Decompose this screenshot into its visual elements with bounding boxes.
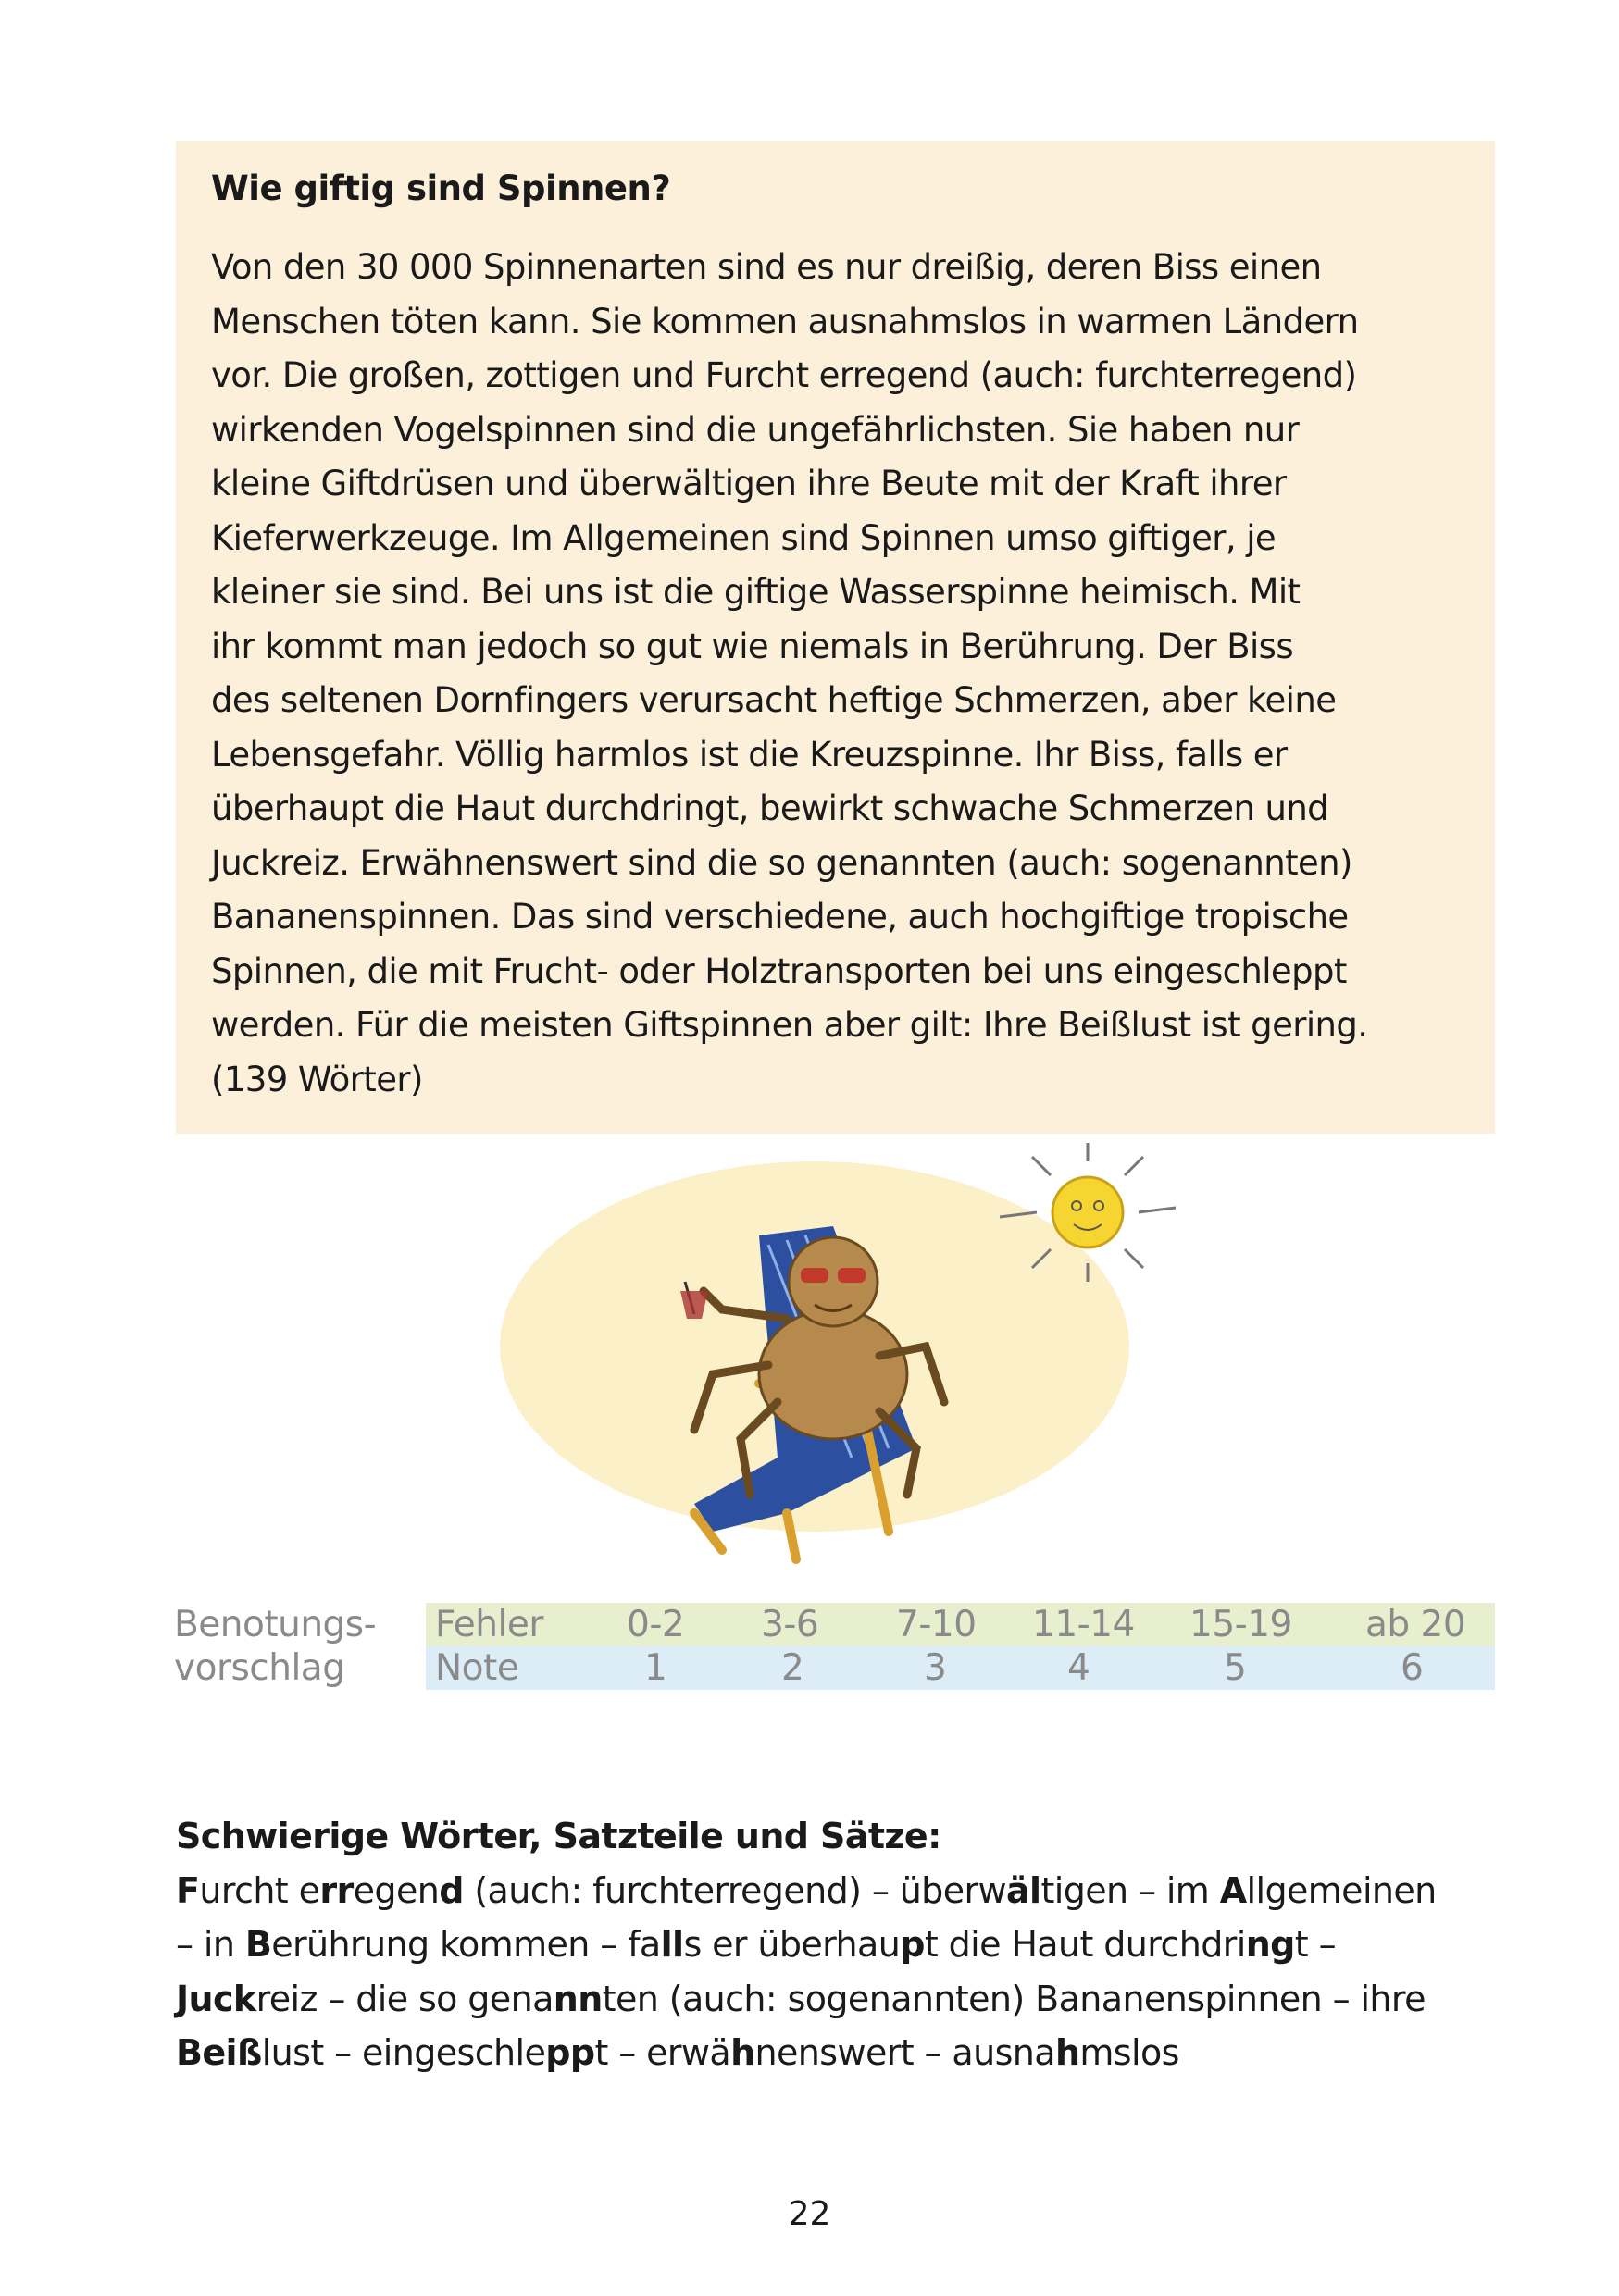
text-line: Von den 30 000 Spinnenarten sind es nur dreißig, deren Biss einen <box>211 247 1322 287</box>
errors-row <box>426 1603 1495 1646</box>
spider-deckchair-illustration <box>481 1143 1203 1587</box>
grade-row <box>426 1646 1495 1690</box>
text-line: Juckreiz. Erwähnenswert sind die so genannten (auch: sogenannten) <box>211 842 1352 883</box>
text-segment: nenswert – ausna <box>754 2032 1055 2073</box>
cell: Fehler <box>435 1604 543 1645</box>
word-line <box>176 1972 1437 2027</box>
difficult-words-list <box>176 1864 1437 2080</box>
highlight-segment: nn <box>553 1978 603 2019</box>
highlight-segment: Beiß <box>176 2032 262 2073</box>
text-segment: ten (auch: sogenannten) Bananenspinnen – ihre <box>602 1978 1426 2019</box>
difficult-words-title: Schwierige Wörter, Satzteile und Sätze: <box>176 1816 941 1856</box>
text-line: Bananenspinnen. Das sind verschiedene, auch hochgiftige tropische <box>211 897 1349 937</box>
cell: 0-2 <box>627 1604 685 1645</box>
text-line: Kieferwerkzeuge. Im Allgemeinen sind Spinnen umso giftiger, je <box>211 517 1277 558</box>
highlight-segment: A <box>1219 1869 1247 1911</box>
highlight-segment: Juck <box>176 1978 256 2019</box>
cell: 15-19 <box>1189 1604 1292 1645</box>
highlight-segment: B <box>244 1924 272 1965</box>
highlight-segment: h <box>730 2032 755 2073</box>
text-title: Wie giftig sind Spinnen? <box>211 168 671 208</box>
text-segment: reiz – die so gena <box>255 1978 554 2019</box>
text-line: Menschen töten kann. Sie kommen ausnahmslos in warmen Ländern <box>211 301 1359 341</box>
text-segment: t – <box>1294 1924 1336 1965</box>
text-line: vor. Die großen, zottigen und Furcht erregend (auch: furchterregend) <box>211 355 1357 395</box>
text-line: überhaupt die Haut durchdringt, bewirkt schwache Schmerzen und <box>211 788 1329 828</box>
text-box <box>176 141 1495 1134</box>
text-segment: s er überhau <box>683 1924 901 1965</box>
text-segment: mslos <box>1079 2032 1179 2073</box>
word-line <box>176 2026 1437 2080</box>
cell: 3-6 <box>761 1604 819 1645</box>
word-line <box>176 1864 1437 1918</box>
cell: 4 <box>1067 1647 1090 1689</box>
cell: 2 <box>781 1647 804 1689</box>
text-segment: egen <box>353 1869 440 1911</box>
cell: 11-14 <box>1032 1604 1135 1645</box>
text-body <box>211 241 1367 1107</box>
cell: Note <box>435 1647 519 1689</box>
text-segment: tigen – im <box>1040 1869 1220 1911</box>
highlight-segment: d <box>439 1869 464 1911</box>
word-line <box>176 1917 1437 1972</box>
text-line: ihr kommt man jedoch so gut wie niemals in Berührung. Der Biss <box>211 626 1294 666</box>
cell: 7-10 <box>896 1604 977 1645</box>
grading-label: Benotungs- vorschlag <box>174 1604 377 1689</box>
text-line: Lebensgefahr. Völlig harmlos ist die Kreuzspinne. Ihr Biss, falls er <box>211 734 1288 775</box>
text-line: kleiner sie sind. Bei uns ist die giftige Wasserspinne heimisch. Mit <box>211 572 1301 612</box>
cell: 5 <box>1224 1647 1247 1689</box>
difficult-words-section <box>176 1809 1437 2080</box>
cell: ab 20 <box>1365 1604 1466 1645</box>
cell: 3 <box>924 1647 947 1689</box>
page-number: 22 <box>788 2195 831 2233</box>
text-line: (139 Wörter) <box>211 1059 423 1099</box>
text-line: wirkenden Vogelspinnen sind die ungefährlichsten. Sie haben nur <box>211 409 1300 450</box>
cell: 6 <box>1401 1647 1424 1689</box>
text-segment: – in <box>176 1924 245 1965</box>
text-line: werden. Für die meisten Giftspinnen aber gilt: Ihre Beißlust ist gering. <box>211 1005 1368 1045</box>
text-segment: urcht e <box>199 1869 320 1911</box>
highlight-segment: äl <box>1005 1869 1041 1911</box>
highlight-segment: pp <box>545 2032 595 2073</box>
highlight-segment: h <box>1054 2032 1080 2073</box>
cell: 1 <box>644 1647 667 1689</box>
text-segment: t die Haut durchdri <box>924 1924 1246 1965</box>
text-segment: llgemeinen <box>1246 1869 1437 1911</box>
highlight-segment: p <box>900 1924 925 1965</box>
text-line: des seltenen Dornfingers verursacht heftige Schmerzen, aber keine <box>211 680 1337 720</box>
text-segment: lust – eingeschle <box>261 2032 546 2073</box>
text-line: Spinnen, die mit Frucht- oder Holztransporten bei uns eingeschleppt <box>211 950 1347 991</box>
highlight-segment: rr <box>319 1869 354 1911</box>
text-segment: erührung kommen – fa <box>271 1924 661 1965</box>
text-segment: t – erwä <box>594 2032 731 2073</box>
text-segment: (auch: furchterregend) – überw <box>463 1869 1006 1911</box>
highlight-segment: F <box>176 1869 200 1911</box>
text-line: kleine Giftdrüsen und überwältigen ihre Beute mit der Kraft ihrer <box>211 464 1287 503</box>
highlight-segment: ll <box>660 1924 684 1965</box>
highlight-segment: ng <box>1245 1924 1295 1965</box>
